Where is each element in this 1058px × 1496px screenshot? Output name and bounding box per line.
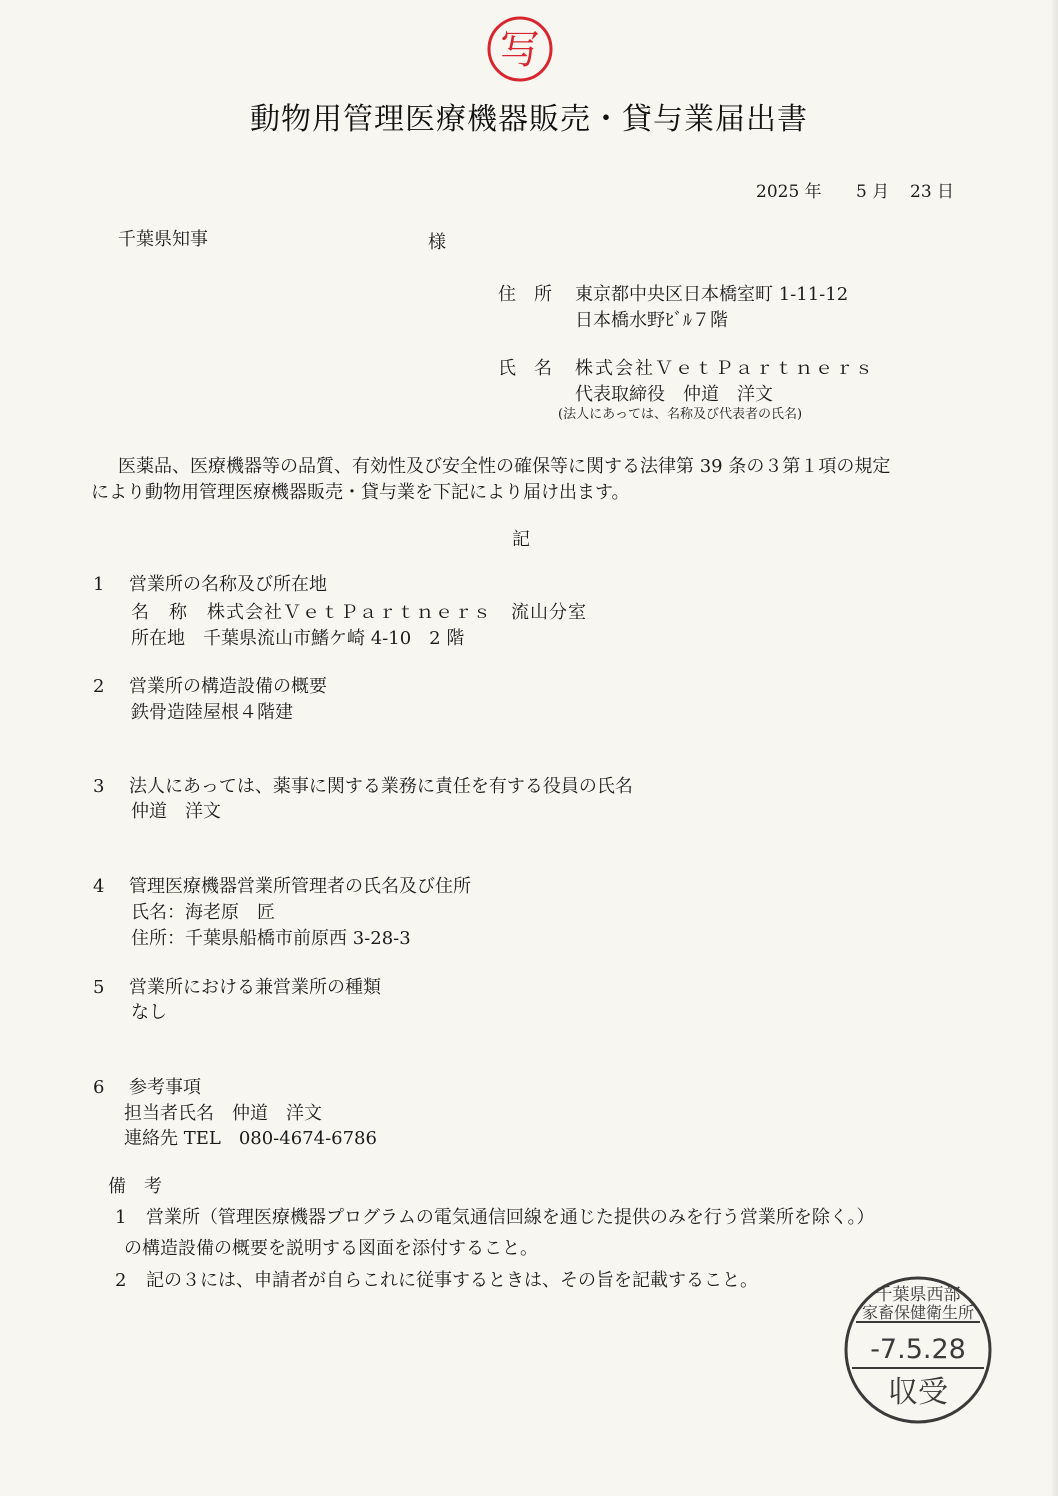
remark1-number: 1	[115, 1207, 127, 1228]
item5-heading: 営業所における兼営業所の種類	[129, 977, 381, 998]
document-title: 動物用管理医療機器販売・貸与業届出書	[250, 102, 808, 137]
receipt-stamp	[838, 1270, 998, 1430]
item3-number: 3	[93, 776, 105, 797]
name-label: 氏 名	[498, 358, 552, 379]
copy-stamp	[485, 14, 555, 84]
item4-name-line: 氏名：海老原 匠	[131, 902, 275, 923]
item1-heading: 営業所の名称及び所在地	[129, 574, 327, 595]
addressee-honorific: 様	[428, 232, 446, 253]
item3-heading: 法人にあっては、薬事に関する業務に責任を有する役員の氏名	[129, 776, 633, 797]
receipt-stamp-received: 収受	[888, 1375, 948, 1410]
body-line2: により動物用管理医療機器販売・貸与業を下記により届け出ます。	[91, 482, 630, 503]
address-line2: 日本橋水野ﾋﾞﾙ７階	[575, 310, 728, 331]
item1-location-line: 所在地 千葉県流山市鰭ケ崎 4-10 2 階	[131, 628, 465, 649]
item4-number: 4	[93, 876, 105, 897]
item6-contact-tel: 連絡先 TEL 080-4674-6786	[124, 1128, 377, 1149]
item1-name-line: 名 称 株式会社ＶｅｔＰａｒｔｎｅｒｓ 流山分室	[131, 602, 587, 623]
item5-number: 5	[93, 977, 105, 998]
remark2-number: 2	[115, 1270, 127, 1291]
item2-line: 鉄骨造陸屋根４階建	[131, 702, 293, 723]
item6-contact-person: 担当者氏名 仲道 洋文	[124, 1103, 322, 1124]
item3-line: 仲道 洋文	[131, 801, 221, 822]
date-year: 2025 年	[756, 182, 822, 202]
copy-stamp-text: 写	[500, 27, 540, 73]
scan-edge	[1052, 0, 1058, 1496]
remark2-line1: 記の３には、申請者が自らこれに従事するときは、その旨を記載すること。	[146, 1270, 758, 1291]
applicant-company: 株式会社ＶｅｔＰａｒｔｎｅｒｓ	[575, 358, 875, 379]
applicant-note: (法人にあっては、名称及び代表者の氏名)	[558, 407, 803, 422]
receipt-stamp-date: -7.5.28	[870, 1334, 966, 1365]
remark1-line1: 営業所（管理医療機器プログラムの電気通信回線を通じた提供のみを行う営業所を除く。）	[146, 1207, 875, 1228]
address-line1: 東京都中央区日本橋室町 1-11-12	[575, 284, 849, 305]
applicant-representative: 代表取締役 仲道 洋文	[575, 384, 773, 405]
receipt-stamp-office: 家畜保健衛生所	[861, 1303, 975, 1322]
item6-number: 6	[93, 1077, 105, 1098]
item2-heading: 営業所の構造設備の概要	[129, 676, 327, 697]
addressee-name: 千葉県知事	[118, 229, 208, 250]
item1-number: 1	[93, 574, 105, 595]
address-label: 住 所	[498, 284, 552, 305]
item5-line: なし	[131, 1002, 167, 1023]
item4-address-line: 住所：千葉県船橋市前原西 3-28-3	[131, 928, 411, 949]
item2-number: 2	[93, 676, 105, 697]
remarks-heading: 備 考	[108, 1176, 162, 1197]
date-month: 5 月	[856, 182, 890, 202]
item4-heading: 管理医療機器営業所管理者の氏名及び住所	[129, 876, 471, 897]
date-day: 23 日	[910, 182, 955, 202]
receipt-stamp-top: 千葉県西部	[875, 1285, 961, 1305]
body-line1: 医薬品、医療機器等の品質、有効性及び安全性の確保等に関する法律第 39 条の３第１項の規定	[118, 456, 891, 477]
remark1-line2: の構造設備の概要を説明する図面を添付すること。	[124, 1238, 538, 1259]
ki-heading: 記	[512, 529, 530, 550]
item6-heading: 参考事項	[129, 1077, 201, 1098]
